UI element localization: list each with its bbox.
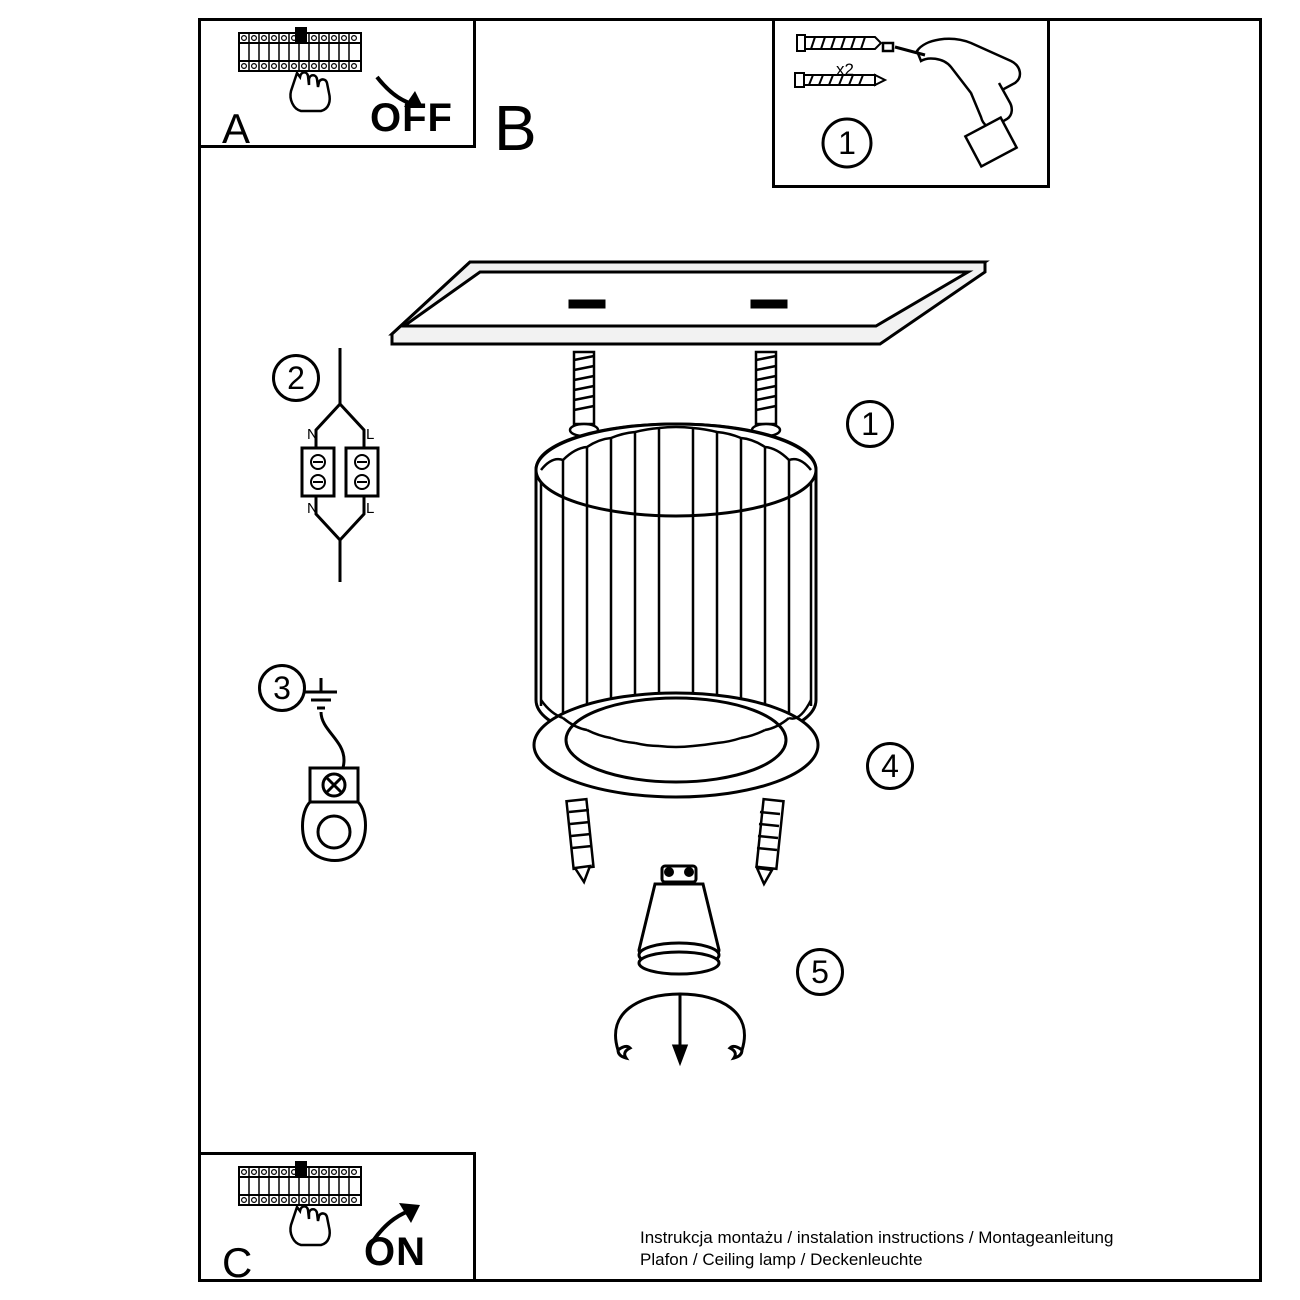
step-callout-3: 3	[258, 664, 306, 712]
step-callout-4: 4	[866, 742, 914, 790]
step-callout-1: 1	[846, 400, 894, 448]
terminal-label-n-top: N	[307, 426, 318, 443]
parts-illustration	[775, 21, 1047, 185]
svg-text:1: 1	[838, 125, 856, 161]
sheet-border	[198, 18, 1262, 1286]
parts-quantity-label: x2	[836, 60, 854, 79]
step-callout-5: 5	[796, 948, 844, 996]
section-c-letter: C	[222, 1239, 253, 1286]
section-b-letter: B	[494, 92, 537, 164]
parts-box	[772, 18, 1050, 188]
section-a-letter: A	[222, 105, 251, 152]
terminal-label-n-bottom: N	[307, 500, 318, 517]
footer-line-2: Plafon / Ceiling lamp / Deckenleuchte	[640, 1250, 923, 1269]
terminal-label-l-bottom: L	[366, 500, 375, 517]
footer-line-1: Instrukcja montażu / instalation instructions / Montageanleitung	[640, 1228, 1114, 1247]
terminal-label-l-top: L	[366, 426, 375, 443]
section-a-action-label: OFF	[370, 96, 453, 140]
section-c-action-label: ON	[364, 1230, 426, 1274]
step-callout-2: 2	[272, 354, 320, 402]
